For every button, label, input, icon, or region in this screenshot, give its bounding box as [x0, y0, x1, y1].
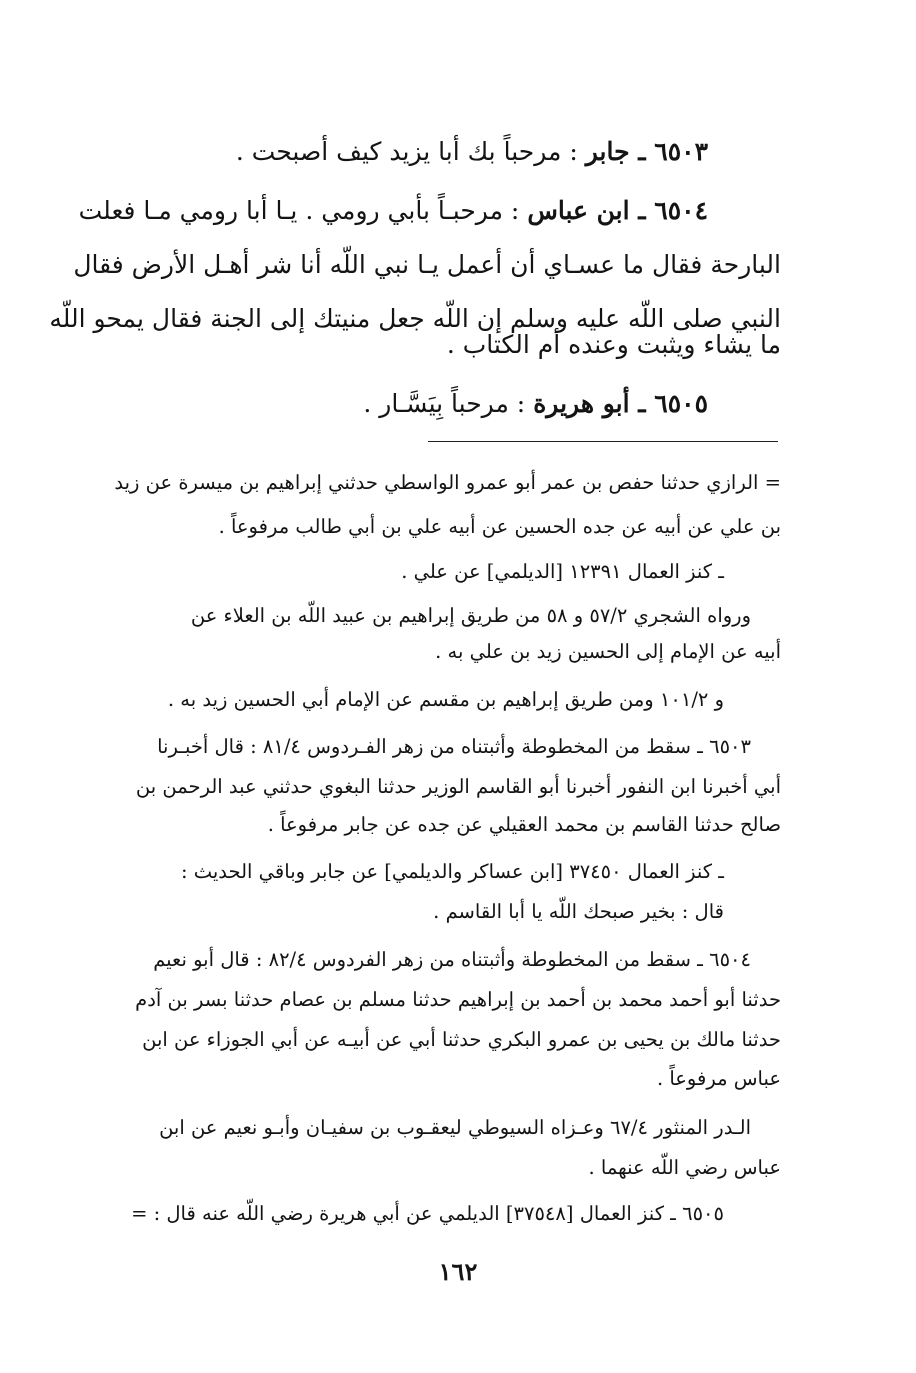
entry-6504-line-4: ما يشاء ويثبت وعنده أم الكتاب . — [446, 330, 781, 359]
entry-6503 — [0, 124, 708, 180]
note-line: و ١٠١/٢ ومن طريق إبراهيم بن مقسم عن الإمام أبي الحسين زيد به . — [167, 688, 724, 711]
footnote-divider — [428, 441, 778, 442]
note-line: ٦٥٠٥ ـ كنز العمال [٣٧٥٤٨] الديلمي عن أبي هريرة رضي اللّه عنه قال : = — [131, 1202, 724, 1225]
note-line: الـدر المنثور ٦٧/٤ وعـزاه السيوطي ليعقـوب بن سفيـان وأبـو نعيم عن ابن — [159, 1116, 751, 1139]
entry-6504-line-3: النبي صلى اللّه عليه وسلم إن اللّه جعل منيتك إلى الجنة فقال يمحو اللّه — [49, 304, 781, 333]
entry-6503-text: : مرحباً بك أبا يزيد كيف أصبحت . — [235, 137, 578, 166]
note-line: ٦٥٠٤ ـ سقط من المخطوطة وأثبتناه من زهر الفردوس ٨٢/٤ : قال أبو نعيم — [153, 948, 751, 971]
entry-6503-number: ٦٥٠٣ ـ جابر — [585, 137, 708, 166]
note-line: صالح حدثنا القاسم بن محمد العقيلي عن جده عن جابر مرفوعاً . — [267, 813, 781, 836]
entry-6504-text-1: : مرحبـاً بأبي رومي . يـا أبا رومي مـا فعلت — [78, 196, 520, 225]
note-line: أبيه عن الإمام إلى الحسين زيد بن علي به . — [435, 640, 781, 663]
page-number: ١٦٢ — [438, 1257, 478, 1286]
entry-6505-text: : مرحباً بِيَسَّـار . — [363, 389, 526, 418]
note-line: عباس رضي اللّه عنهما . — [588, 1156, 781, 1179]
entry-6504-number: ٦٥٠٤ ـ ابن عباس — [527, 196, 708, 225]
note-line: ٦٥٠٣ ـ سقط من المخطوطة وأثبتناه من زهر الفـردوس ٨١/٤ : قال أخبـرنا — [157, 735, 751, 758]
note-line: عباس مرفوعاً . — [656, 1067, 781, 1090]
note-line: ـ كنز العمال ٣٧٤٥٠ [ابن عساكر والديلمي] عن جابر وباقي الحديث : — [180, 860, 724, 883]
note-line: ـ كنز العمال ١٢٣٩١ [الديلمي] عن علي . — [401, 560, 724, 583]
note-line: حدثنا مالك بن يحيى بن عمرو البكري حدثنا أبي عن أبيـه عن أبي الجوزاء عن ابن — [142, 1028, 781, 1051]
note-line: حدثنا أبو أحمد محمد بن أحمد بن إبراهيم حدثنا مسلم بن عصام حدثنا بسر بن آدم — [135, 988, 781, 1011]
entry-6505-number: ٦٥٠٥ ـ أبو هريرة — [533, 389, 708, 418]
note-line: أبي أخبرنا ابن النفور أخبرنا أبو القاسم الوزير حدثنا البغوي حدثني عبد الرحمن بن — [135, 775, 781, 798]
note-line: قال : بخير صبحك اللّه يا أبا القاسم . — [433, 900, 724, 923]
note-line: ورواه الشجري ٥٧/٢ و ٥٨ من طريق إبراهيم بن عبيد اللّه بن العلاء عن — [190, 604, 751, 627]
entry-6504-line-1 — [0, 183, 708, 239]
note-line: = الرازي حدثنا حفص بن عمر أبو عمرو الواسطي حدثني إبراهيم بن ميسرة عن زيد — [114, 471, 781, 494]
note-line: بن علي عن أبيه عن جده الحسين عن أبيه علي بن أبي طالب مرفوعاً . — [218, 515, 781, 538]
entry-6505 — [0, 376, 708, 432]
entry-6504-line-2: البارحة فقال ما عسـاي أن أعمل يـا نبي اللّه أنا شر أهـل الأرض فقال — [73, 250, 781, 279]
